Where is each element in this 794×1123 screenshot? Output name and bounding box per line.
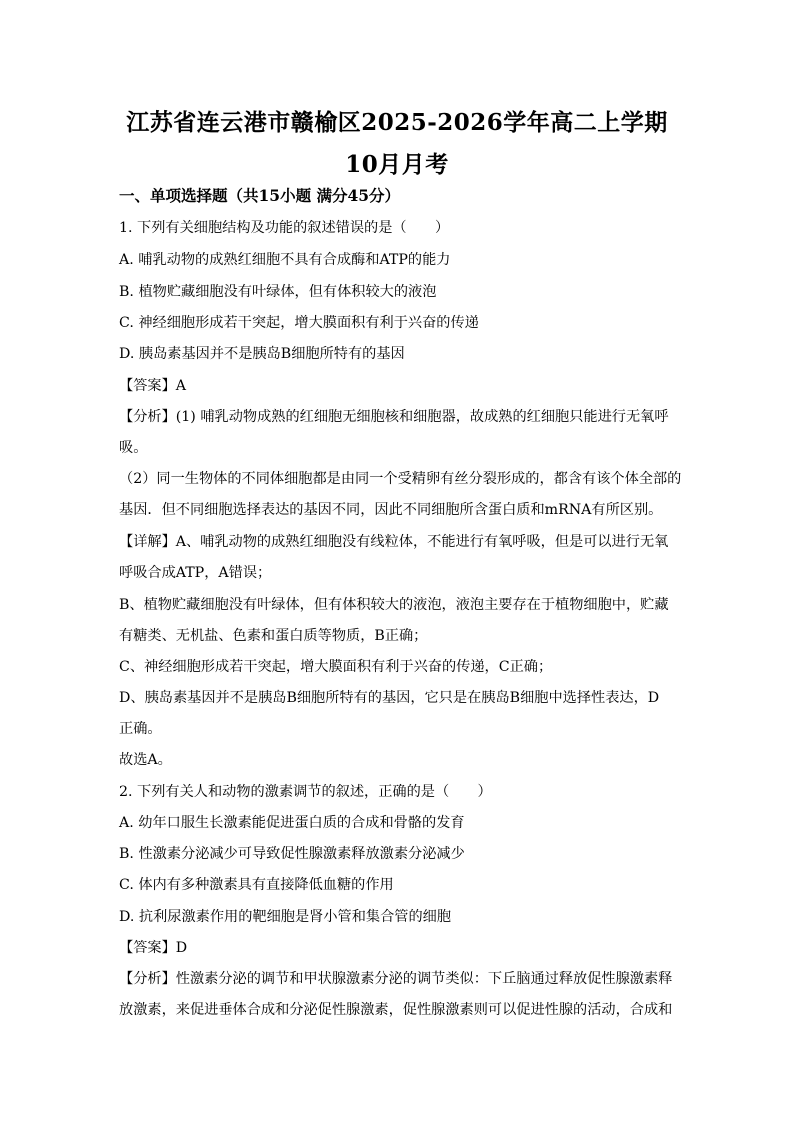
question-2-stem: 2. 下列有关人和动物的激素调节的叙述，正确的是（ ） [119,784,492,800]
document-subtitle: 10月月考 [345,151,449,178]
analysis-line: 【分析】性激素分泌的调节和甲状腺激素分泌的调节类似：下丘脑通过释放促性腺激素释 [119,971,673,987]
question-2-option-d: D. 抗利尿激素作用的靶细胞是肾小管和集合管的细胞 [119,909,452,925]
question-2-answer: 【答案】D [119,940,188,956]
question-1-option-b: B. 植物贮藏细胞没有叶绿体，但有体积较大的液泡 [119,284,437,300]
detail-line: 有糖类、无机盐、色素和蛋白质等物质，B正确； [119,628,428,644]
section-heading: 一、单项选择题（共15小题 满分45分） [119,186,401,205]
question-2-option-c: C. 体内有多种激素具有直接降低血糖的作用 [119,877,394,893]
analysis-line: 基因．但不同细胞选择表达的基因不同，因此不同细胞所含蛋白质和mRNA有所区别。 [119,502,663,518]
detail-line: B、植物贮藏细胞没有叶绿体，但有体积较大的液泡，液泡主要存在于植物细胞中，贮藏 [119,597,669,613]
analysis-line: 【分析】(1) 哺乳动物成熟的红细胞无细胞核和细胞器，故成熟的红细胞只能进行无氧呼 [119,409,669,425]
question-1-conclusion: 故选A。 [119,752,172,768]
question-1-option-a: A. 哺乳动物的成熟红细胞不具有合成酶和ATP的能力 [119,252,451,268]
question-2-option-a: A. 幼年口服生长激素能促进蛋白质的合成和骨骼的发育 [119,815,465,831]
question-2-option-b: B. 性激素分泌减少可导致促性腺激素释放激素分泌减少 [119,846,465,862]
question-1-answer: 【答案】A [119,378,186,394]
detail-line: 正确。 [119,721,162,737]
analysis-line: 放激素，来促进垂体合成和分泌促性腺激素，促性腺激素则可以促进性腺的活动，合成和 [119,1002,673,1018]
question-1-option-d: D. 胰岛素基因并不是胰岛B细胞所特有的基因 [119,346,405,362]
detail-line: 呼吸合成ATP，A错误； [119,565,272,581]
detail-line: D、胰岛素基因并不是胰岛B细胞所特有的基因，它只是在胰岛B细胞中选择性表达，D [119,690,660,706]
analysis-line: （2）同一生物体的不同体细胞都是由同一个受精卵有丝分裂形成的，都含有该个体全部的 [119,471,682,487]
document-title: 江苏省连云港市赣榆区2025-2026学年高二上学期 [126,109,668,136]
detail-line: C、神经细胞形成若干突起，增大膜面积有利于兴奋的传递，C正确； [119,659,553,675]
question-1-stem: 1. 下列有关细胞结构及功能的叙述错误的是（ ） [119,220,450,236]
detail-line: 【详解】A、哺乳动物的成熟红细胞没有线粒体，不能进行有氧呼吸，但是可以进行无氧 [119,534,669,550]
analysis-line: 吸。 [119,440,148,456]
question-1-option-c: C. 神经细胞形成若干突起，增大膜面积有利于兴奋的传递 [119,315,479,331]
